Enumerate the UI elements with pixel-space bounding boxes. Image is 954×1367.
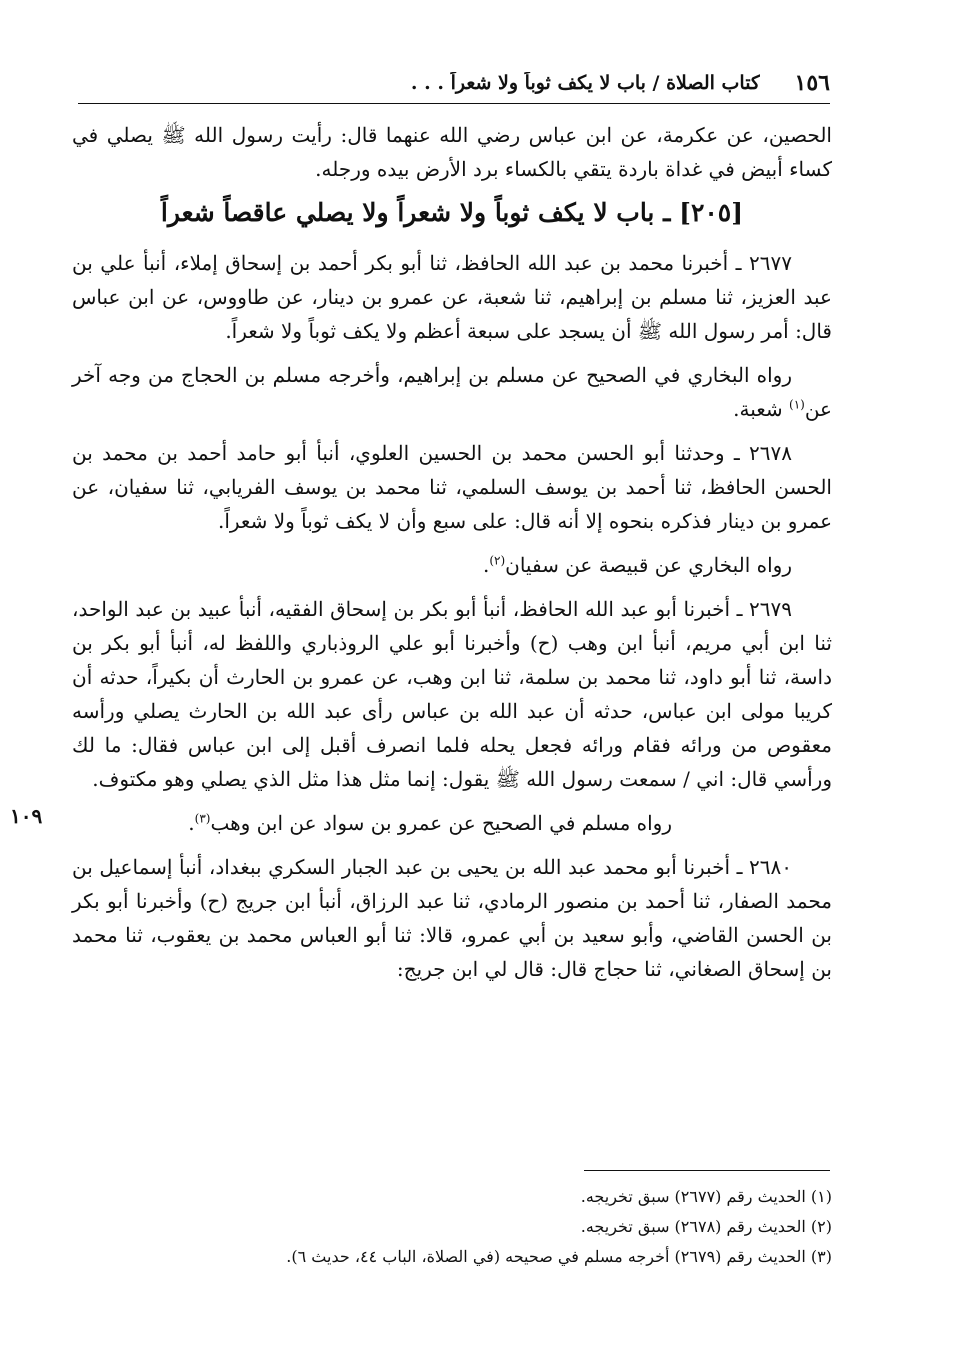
riwaya-2679-end: . xyxy=(188,811,195,835)
hadith-2679: ٢٦٧٩ ـ أخبرنا أبو عبد الله الحافظ، أنبأ أبو بكر بن إسحاق الفقيه، أنبأ عبيد بن عبد الواحد، ثنا ابن أبي مريم، أنبأ ابن وهب (ح) وأخبرنا أبو علي الروذباري واللفظ له، أنبأ أبو بكر بن داسة، ثنا أبو داود، ثنا محمد بن سلمة، ثنا ابن وهب، عن عمرو بن الحارث أن بكيراً، حدثه أن كريبا مولى ابن عباس، حدثه أن عبد الله بن عباس رأى عبد الله بن الحارث يصلي ورأسه معقوص من ورائه فقام ورائه فجعل يحله فلما انصرف أقبل إلى ابن عباس فقال: ما لك ورأسي قال: اني / سمعت رسول الله ﷺ يقول: إنما مثل هذا مثل الذي يصلي وهو مكتوف. xyxy=(72,597,832,791)
header-rule xyxy=(78,103,830,104)
footnote-ref-1[interactable]: (١) xyxy=(789,397,805,412)
footnote-1: (١) الحديث رقم (٢٦٧٧) سبق تخريجه. xyxy=(580,1187,832,1206)
continuation-paragraph: الحصين، عن عكرمة، عن ابن عباس رضي الله عنهما قال: رأيت رسول الله ﷺ يصلي في كساء أبيض في غداة باردة يتقي بالكساء برد الأرض بيده ورجله. xyxy=(72,123,832,181)
riwaya-2677 xyxy=(72,358,832,426)
footnote-3: (٣) الحديث رقم (٢٦٧٩) أخرجه مسلم في صحيحه (في الصلاة، الباب ٤٤، حديث ٦). xyxy=(286,1247,832,1266)
hadith-2677: ٢٦٧٧ ـ أخبرنا محمد بن عبد الله الحافظ، ثنا أبو بكر أحمد بن إسحاق إملاء، أنبأ علي بن عبد العزيز، ثنا مسلم بن إبراهيم، ثنا شعبة، عن عمرو بن دينار، عن طاووس، عن ابن عباس قال: أمر رسول الله ﷺ أن يسجد على سبعة أعظم ولا يكف ثوباً ولا شعراً. xyxy=(72,251,832,343)
page-header xyxy=(78,70,830,104)
chapter-heading: [٢٠٥] ـ باب لا يكف ثوباً ولا شعراً ولا يصلي عاقصاً شعراً xyxy=(160,198,744,227)
riwaya-2677-end: شعبة. xyxy=(733,397,789,421)
footnote-2: (٢) الحديث رقم (٢٦٧٨) سبق تخريجه. xyxy=(580,1217,832,1236)
footnote-separator xyxy=(584,1170,830,1171)
riwaya-2677-text: رواه البخاري في الصحيح عن مسلم بن إبراهيم، وأخرجه مسلم بن الحجاج من وجه آخر عن xyxy=(72,363,832,421)
margin-page-number: ١٠٩ xyxy=(10,804,43,828)
riwaya-2679-text: رواه مسلم في الصحيح عن عمرو بن سواد عن ابن وهب xyxy=(210,811,672,835)
riwaya-2679 xyxy=(72,806,832,840)
hadith-2678: ٢٦٧٨ ـ وحدثنا أبو الحسن محمد بن الحسين العلوي، أنبأ أبو حامد أحمد بن محمد بن الحسن الحافظ، ثنا أحمد بن يوسف السلمي، ثنا محمد بن يوسف الفريابي، ثنا سفيان، عن عمرو بن دينار فذكره بنحوه إلا أنه قال: على سبع وأن لا يكف ثوباً ولا شعراً. xyxy=(72,441,832,533)
footnote-ref-2[interactable]: (٢) xyxy=(489,553,506,568)
riwaya-2678 xyxy=(72,548,832,582)
footnote-ref-3[interactable]: (٣) xyxy=(194,811,211,826)
page-number: ١٥٦ xyxy=(794,70,830,96)
riwaya-2678-end: . xyxy=(482,553,490,577)
page-body xyxy=(10,118,832,996)
footnotes xyxy=(80,1182,832,1272)
running-title: كتاب الصلاة / باب لا يكف ثوباً ولا شعراً . . . xyxy=(410,72,760,94)
hadith-2680: ٢٦٨٠ ـ أخبرنا أبو محمد عبد الله بن يحيى بن عبد الجبار السكري ببغداد، أنبأ إسماعيل بن محمد الصفار، ثنا أحمد بن منصور الرمادي، ثنا عبد الرزاق، أنبأ ابن جريج (ح) وأخبرنا أبو بكر بن الحسن القاضي، وأبو سعيد بن أبي عمرو، قالا: ثنا أبو العباس محمد بن يعقوب، ثنا محمد بن إسحاق الصغاني، ثنا حجاج قال: قال لي ابن جريج: xyxy=(72,855,832,981)
riwaya-2678-text: رواه البخاري عن قبيصة عن سفيان xyxy=(505,553,792,577)
